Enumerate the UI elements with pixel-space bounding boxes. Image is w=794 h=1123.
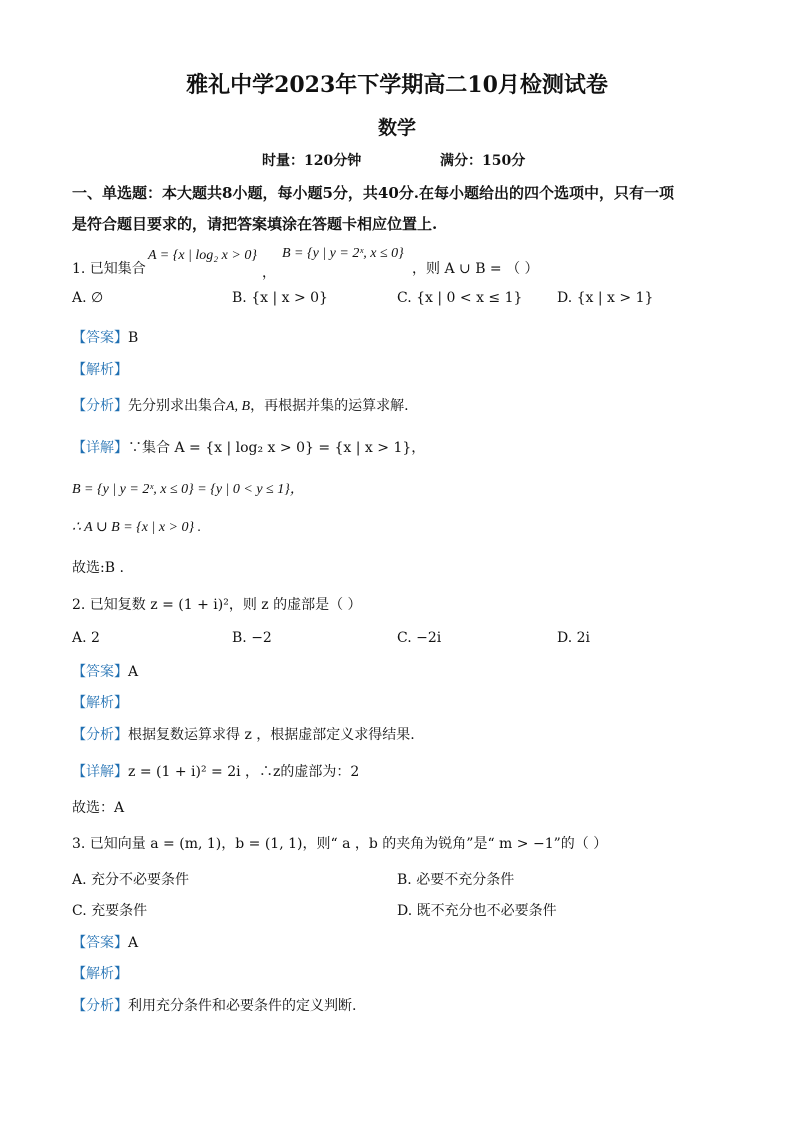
q1-set-b: B = {y | y = 2ˣ, x ≤ 0}	[282, 246, 404, 261]
q2-option-d: D. 2i	[557, 630, 591, 646]
q2-fenxi-row	[72, 724, 415, 744]
xiangjie-tag: 【详解】	[72, 764, 128, 780]
q1-comma: ，	[262, 265, 276, 281]
q1-xiangjie-line1: ∵集合 A = {x | log₂ x > 0} = {x | x > 1}，	[128, 440, 426, 456]
q2-answer-row	[72, 661, 138, 681]
q2-conclusion: 故选：A	[72, 800, 125, 816]
q1-answer-row	[72, 327, 138, 347]
q1-jiexi-tag: 【解析】	[72, 362, 128, 378]
answer-tag: 【答案】	[72, 935, 128, 951]
q3-option-b: B. 必要不充分条件	[397, 872, 515, 888]
q2-xiangjie: z = (1 + i)² = 2i ，∴z的虚部为：2	[128, 764, 360, 780]
q1-fenxi-post: ，再根据并集的运算求解.	[250, 398, 409, 414]
q3-jiexi-tag: 【解析】	[72, 966, 128, 982]
q1-fenxi-pre: 先分别求出集合	[128, 398, 226, 414]
time-limit: 时量：120分钟	[262, 153, 362, 169]
q3-option-c: C. 充要条件	[72, 903, 148, 919]
subject-title: 数学	[377, 117, 416, 139]
q2-option-b: B. −2	[232, 630, 272, 646]
q2-option-a: A. 2	[72, 630, 100, 646]
answer-tag: 【答案】	[72, 330, 128, 346]
q1-option-b: B. {x | x > 0}	[232, 290, 328, 306]
q1-stem: 1. 已知集合	[72, 261, 146, 277]
q3-option-a: A. 充分不必要条件	[72, 872, 190, 888]
exam-title: 雅礼中学2023年下学期高二10月检测试卷	[186, 72, 608, 98]
q2-fenxi: 根据复数运算求得 z ，根据虚部定义求得结果.	[128, 727, 415, 743]
answer-tag: 【答案】	[72, 664, 128, 680]
q1-xiangjie-line2: B = {y | y = 2ˣ, x ≤ 0} = {y | 0 < y ≤ 1}，	[72, 482, 304, 497]
fenxi-tag: 【分析】	[72, 998, 128, 1014]
section-heading-line2: 是符合题目要求的，请把答案填涂在答题卡相应位置上.	[72, 215, 438, 233]
q3-answer: A	[128, 935, 139, 951]
q1-tail: ，则 A ∪ B = （ ）	[412, 261, 539, 277]
q1-fenxi-ab: A, B	[226, 399, 251, 414]
q3-answer-row	[72, 932, 138, 952]
q2-jiexi-tag: 【解析】	[72, 695, 128, 711]
section-heading-line1: 一、单选题：本大题共8小题，每小题5分，共40分.在每小题给出的四个选项中，只有一项	[72, 184, 674, 202]
q3-stem: 3. 已知向量 a = (m, 1)，b = (1, 1)，则“ a ，b 的夹角为锐角”是“ m > −1”的（ ）	[72, 836, 608, 852]
fenxi-tag: 【分析】	[72, 727, 128, 743]
q1-answer: B	[128, 330, 139, 346]
full-score: 满分：150分	[440, 153, 526, 169]
q2-xiangjie-row	[72, 761, 359, 781]
q2-answer: A	[128, 664, 139, 680]
q1-option-c: C. {x | 0 < x ≤ 1}	[397, 290, 523, 306]
q1-option-d: D. {x | x > 1}	[557, 290, 654, 306]
q1-xiangjie-line3: ∴ A ∪ B = {x | x > 0} .	[72, 520, 202, 535]
q3-fenxi: 利用充分条件和必要条件的定义判断.	[128, 998, 357, 1014]
q1-xiangjie-row	[72, 437, 425, 457]
q1-fenxi-row	[72, 395, 409, 415]
xiangjie-tag: 【详解】	[72, 440, 128, 456]
q1-conclusion: 故选:B .	[72, 560, 124, 576]
q3-option-d: D. 既不充分也不必要条件	[397, 903, 557, 919]
q2-stem: 2. 已知复数 z = (1 + i)²，则 z 的虚部是（ ）	[72, 597, 362, 613]
q3-fenxi-row	[72, 995, 356, 1015]
fenxi-tag: 【分析】	[72, 398, 128, 414]
q1-set-a: A = {x | log₂ x > 0}	[148, 248, 257, 263]
q2-option-c: C. −2i	[397, 630, 442, 646]
q1-option-a: A. ∅	[72, 290, 104, 306]
